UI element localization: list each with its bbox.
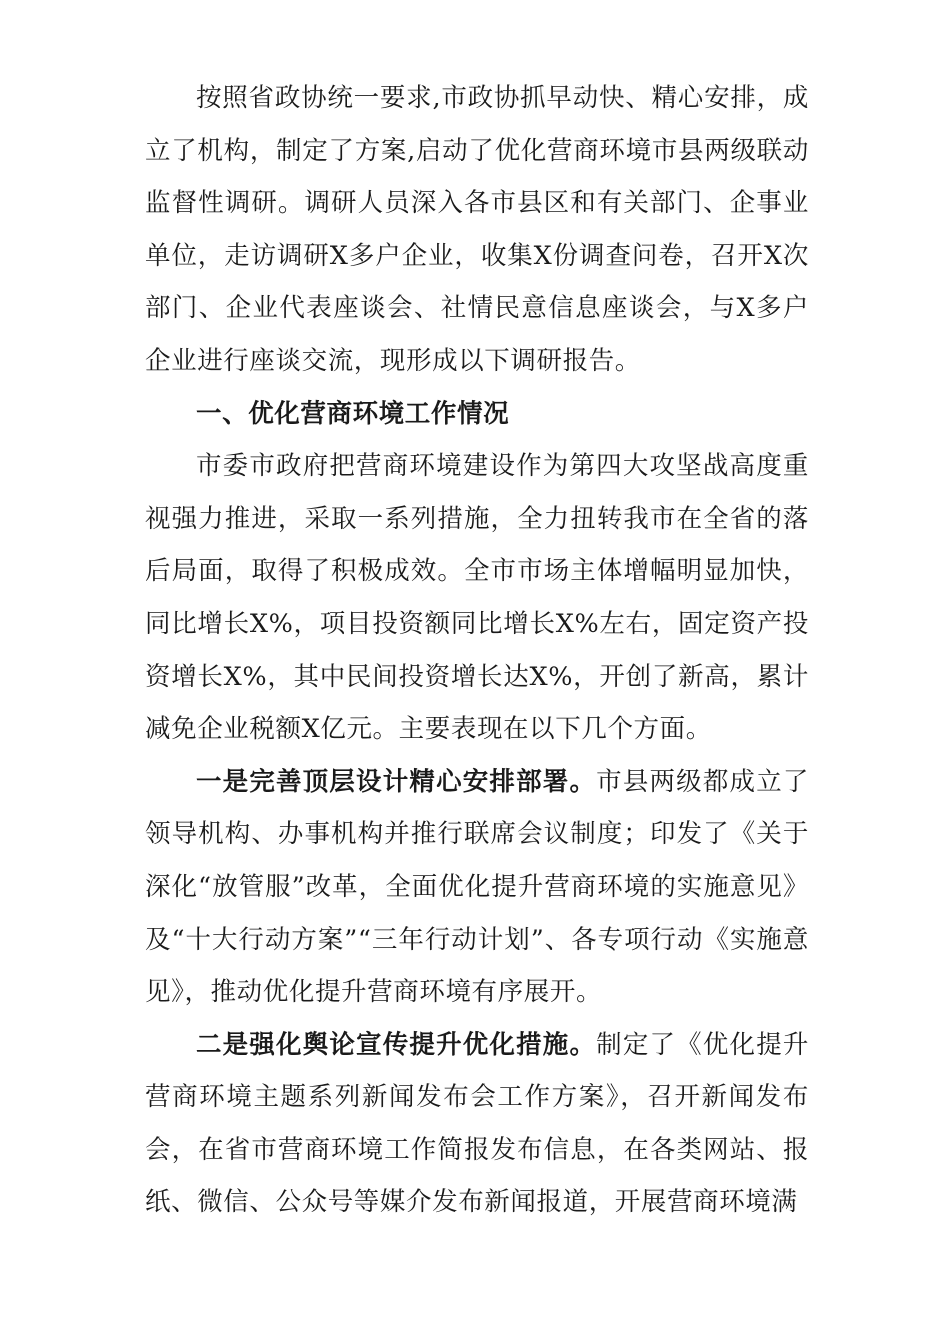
work-situation-paragraph: 市委市政府把营商环境建设作为第四大攻坚战高度重视强力推进，采取一系列措施，全力扭转我市在全省的落后局面，取得了积极成效。全市市场主体增幅明显加快，同比增长X%，项目投资额同比增长X%左右，固定资产投资增长X%，其中民间投资增长达X%，开创了新高，累计减免企业税额X亿元。主要表现在以下几个方面。 [145, 451, 809, 745]
point-two-lead: 二是强化舆论宣传提升优化措施。 [196, 1029, 597, 1060]
section-heading: 一、优化营商环境工作情况 [196, 398, 510, 429]
point-one-paragraph [145, 756, 809, 1019]
point-one-lead: 一是完善顶层设计精心安排部署。 [196, 766, 597, 797]
point-two-body: 制定了《优化提升营商环境主题系列新闻发布会工作方案》，召开新闻发布会，在省市营商环境工作简报发布信息，在各类网站、报纸、微信、公众号等媒介发布新闻报道，开展营商环境满 [145, 1029, 809, 1218]
document-page [145, 72, 809, 1229]
point-one-body: 市县两级都成立了领导机构、办事机构并推行联席会议制度；印发了《关于深化“放管服”改革，全面优化提升营商环境的实施意见》及“十大行动方案”“三年行动计划”、各专项行动《实施意见》，推动优化提升营商环境有序展开。 [145, 766, 809, 1008]
intro-paragraph: 按照省政协统一要求,市政协抓早动快、精心安排，成立了机构，制定了方案,启动了优化营商环境市县两级联动监督性调研。调研人员深入各市县区和有关部门、企事业单位，走访调研X多户企业，收集X份调查问卷，召开X次部门、企业代表座谈会、社情民意信息座谈会，与X多户企业进行座谈交流，现形成以下调研报告。 [145, 83, 809, 376]
point-two-paragraph [145, 1019, 809, 1229]
